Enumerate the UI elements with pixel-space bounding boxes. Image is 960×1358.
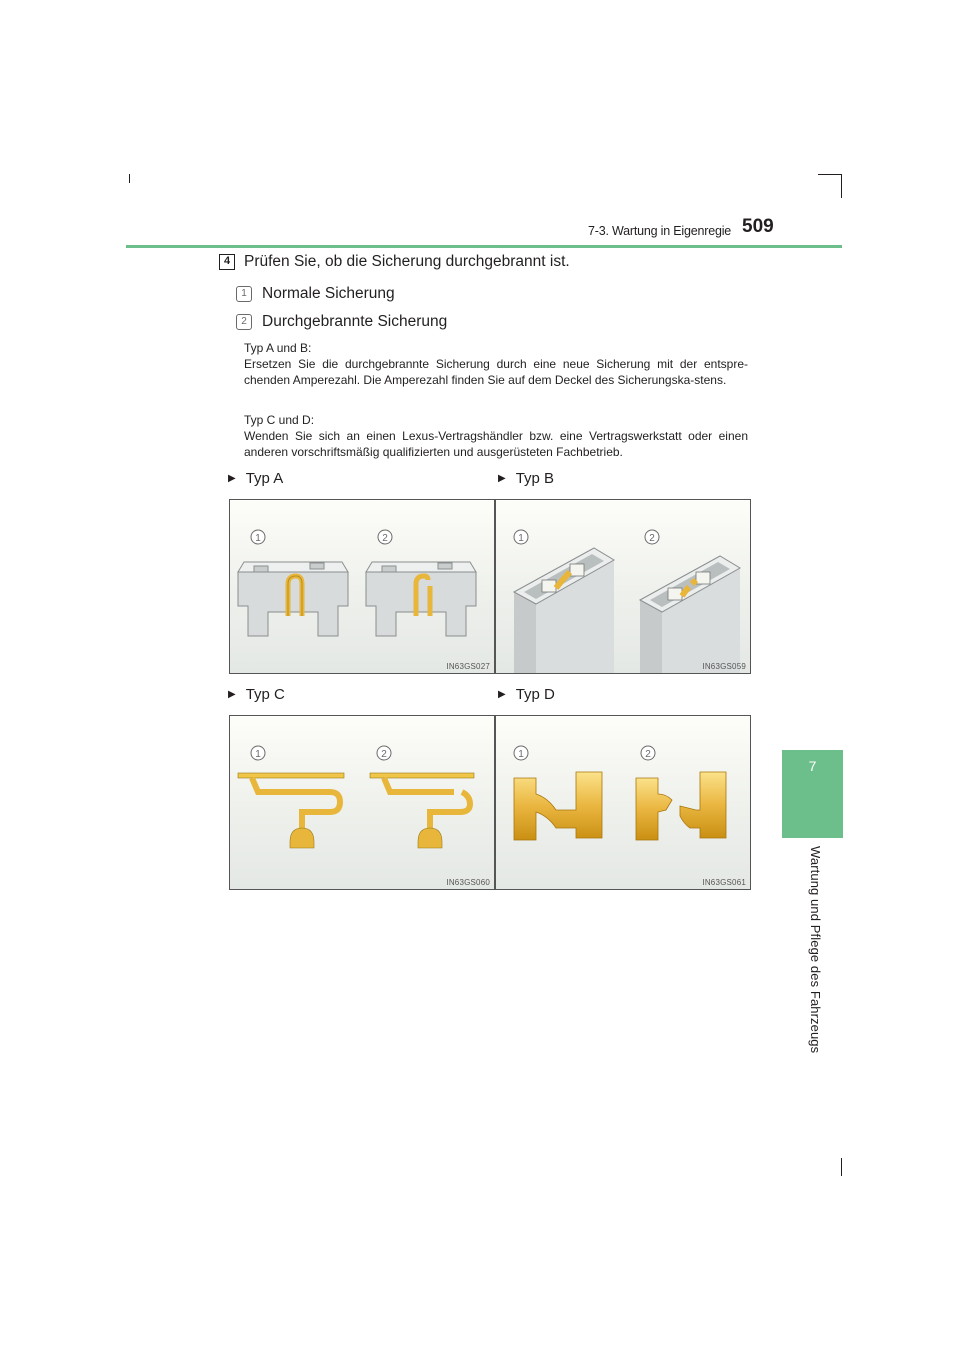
fuse-illustration-type-b: [495, 499, 751, 674]
type-label: ▶ Typ C: [228, 686, 285, 703]
callout-2: 2: [381, 749, 387, 760]
step-badge: 4: [219, 254, 235, 270]
triangle-bullet-icon: ▶: [498, 689, 506, 700]
callout-number: 1: [236, 286, 252, 302]
chapter-tab: [782, 750, 843, 838]
note-heading: Typ C und D:: [244, 413, 315, 427]
figure-code: IN63GS060: [446, 878, 490, 887]
crop-mark: [129, 174, 130, 183]
crop-mark: [818, 174, 842, 175]
fuse-illustration-type-a: [229, 499, 495, 674]
note-text: Ersetzen Sie die durchgebrannte Sicherung durch eine neue Sicherung mit der entspre-chenden Amperezahl. Die Amperezahl finden Sie auf dem Deckel des Sicherungska-stens.: [244, 357, 748, 387]
section-title: 7-3. Wartung in Eigenregie: [588, 224, 732, 238]
type-label: ▶ Typ B: [498, 470, 555, 487]
callout-1: 1: [518, 749, 524, 760]
triangle-bullet-icon: ▶: [228, 473, 236, 484]
legend-label: Normale Sicherung: [262, 285, 395, 302]
callout-2: 2: [649, 533, 655, 544]
chapter-title: Wartung und Pflege des Fahrzeugs: [808, 846, 823, 1054]
fuse-illustration-type-c: [229, 715, 495, 890]
callout-2: 2: [382, 533, 388, 544]
figure-code: IN63GS059: [702, 662, 746, 671]
callout-1: 1: [255, 749, 261, 760]
callout-1: 1: [518, 533, 524, 544]
legend-label: Durchgebrannte Sicherung: [262, 313, 448, 330]
figure-code: IN63GS027: [446, 662, 490, 671]
step-text: Prüfen Sie, ob die Sicherung durchgebrannt ist.: [244, 253, 570, 270]
callout-2: 2: [645, 749, 651, 760]
page-number: 509: [742, 216, 774, 237]
callout-1: 1: [255, 533, 261, 544]
legend-item: [236, 313, 447, 331]
callout-number: 2: [236, 314, 252, 330]
note-text: Wenden Sie sich an einen Lexus-Vertragshändler bzw. eine Vertragswerkstatt oder einen anderen vorschriftsmäßig qualifizierten und ausgerüsteten Fachbetrieb.: [244, 429, 748, 459]
header-rule: [126, 245, 842, 248]
legend-item: [236, 285, 395, 303]
triangle-bullet-icon: ▶: [228, 689, 236, 700]
triangle-bullet-icon: ▶: [498, 473, 506, 484]
crop-mark: [841, 1158, 842, 1176]
type-label: ▶ Typ A: [228, 470, 284, 487]
type-label: ▶ Typ D: [498, 686, 555, 703]
note-heading: Typ A und B:: [244, 341, 312, 355]
chapter-number: 7: [808, 758, 817, 774]
fuse-illustration-type-d: [495, 715, 751, 890]
crop-mark: [841, 174, 842, 198]
figure-code: IN63GS061: [702, 878, 746, 887]
